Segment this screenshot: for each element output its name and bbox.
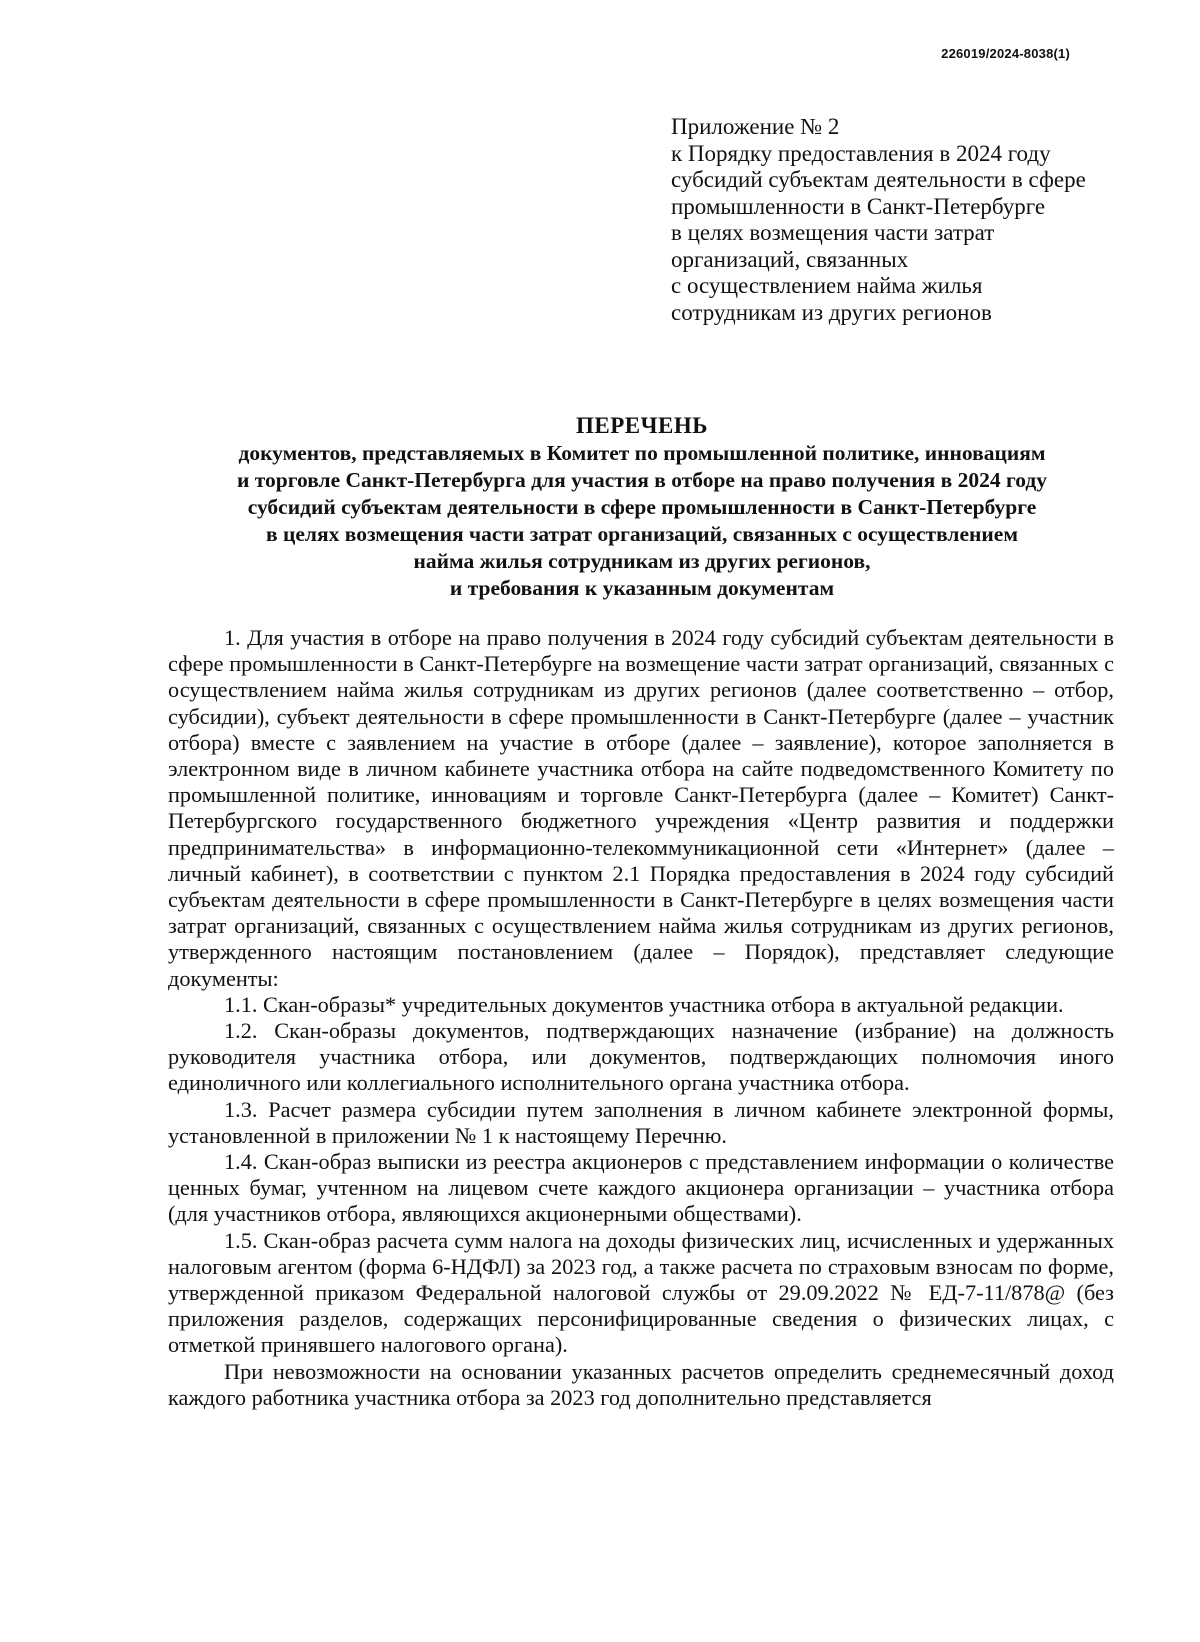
- document-title-block: [150, 412, 1134, 602]
- document-subtitle-line: в целях возмещения части затрат организаций, связанных с осуществлением: [266, 522, 1018, 546]
- document-subtitle-line: и торговле Санкт-Петербурга для участия в отборе на право получения в 2024 году: [237, 468, 1047, 492]
- appendix-line: промышленности в Санкт-Петербурге: [671, 193, 1046, 219]
- document-number: 226019/2024-8038(1): [941, 46, 1070, 61]
- appendix-line: субсидий субъектам деятельности в сфере: [671, 167, 1086, 192]
- appendix-header: [671, 114, 1141, 326]
- document-subtitle-line: и требования к указанным документам: [449, 576, 835, 600]
- paragraph-continuation: При невозможности на основании указанных расчетов определить среднемесячный доход каждого работника участника отбора за 2023 год дополнительно представляется: [168, 1358, 1114, 1410]
- document-body: [168, 625, 1114, 1411]
- paragraph-1-1: 1.1. Скан-образы* учредительных документов участника отбора в актуальной редакции.: [224, 991, 1064, 1017]
- document-subtitle-line: найма жилья сотрудникам из других регионов,: [413, 549, 871, 573]
- document-title: ПЕРЕЧЕНЬ: [576, 413, 708, 438]
- appendix-line: к Порядку предоставления в 2024 году: [671, 140, 1051, 166]
- paragraph-1-2: 1.2. Скан-образы документов, подтверждающих назначение (избрание) на должность руководителя участника отбора, или документов, подтверждающих полномочия иного единоличного или коллегиального исполнительного органа участника отбора.: [168, 1018, 1114, 1096]
- paragraph-1: 1. Для участия в отборе на право получения в 2024 году субсидий субъектам деятельности в сфере промышленности в Санкт-Петербурге на возмещение части затрат организаций, связанных с осуществлением найма жилья сотрудникам из других регионов (далее соответственно – отбор, субсидии), субъект деятельности в сфере промышленности в Санкт-Петербурге (далее – участник отбора) вместе с заявлением на участие в отборе (далее – заявление), которое заполняется в электронном виде в личном кабинете участника отбора на сайте подведомственного Комитету по промышленной политике, инновациям и торговле Санкт-Петербурга (далее – Комитет) Санкт-Петербургского государственного бюджетного учреждения «Центр развития и поддержки предпринимательства» в информационно-телекоммуникационной сети «Интернет» (далее – личный кабинет), в соответствии с пунктом 2.1 Порядка предоставления в 2024 году субсидий субъектам деятельности в сфере промышленности в Санкт-Петербурге в целях возмещения части затрат организаций, связанных с осуществлением найма жилья сотрудникам из других регионов, утвержденного настоящим постановлением (далее – Порядок), представляет следующие документы:: [168, 625, 1114, 991]
- appendix-line: в целях возмещения части затрат: [671, 220, 995, 245]
- paragraph-1-4: 1.4. Скан-образ выписки из реестра акционеров с представлением информации о количестве ценных бумаг, учтенном на лицевом счете каждого акционера организации – участника отбора (для участников отбора, являющихся акционерными обществами).: [168, 1149, 1114, 1227]
- appendix-line: сотрудникам из других регионов: [671, 299, 992, 325]
- paragraph-1-5: 1.5. Скан-образ расчета сумм налога на доходы физических лиц, исчисленных и удержанных налоговым агентом (форма 6-НДФЛ) за 2023 год, а также расчета по страховым взносам по форме, утвержденной приказом Федеральной налоговой службы от 29.09.2022 № ЕД-7-11/878@ (без приложения разделов, содержащих персонифицированные сведения о физических лицах, с отметкой принявшего налогового органа).: [168, 1227, 1114, 1358]
- document-subtitle-line: субсидий субъектам деятельности в сфере промышленности в Санкт-Петербурге: [247, 495, 1037, 519]
- document-subtitle-line: документов, представляемых в Комитет по промышленной политике, инновациям: [238, 441, 1046, 465]
- appendix-line: с осуществлением найма жилья: [671, 273, 983, 298]
- paragraph-1-3: 1.3. Расчет размера субсидии путем заполнения в личном кабинете электронной формы, установленной в приложении № 1 к настоящему Перечню.: [168, 1096, 1114, 1148]
- appendix-line: организаций, связанных: [671, 246, 909, 272]
- appendix-line: Приложение № 2: [671, 114, 840, 139]
